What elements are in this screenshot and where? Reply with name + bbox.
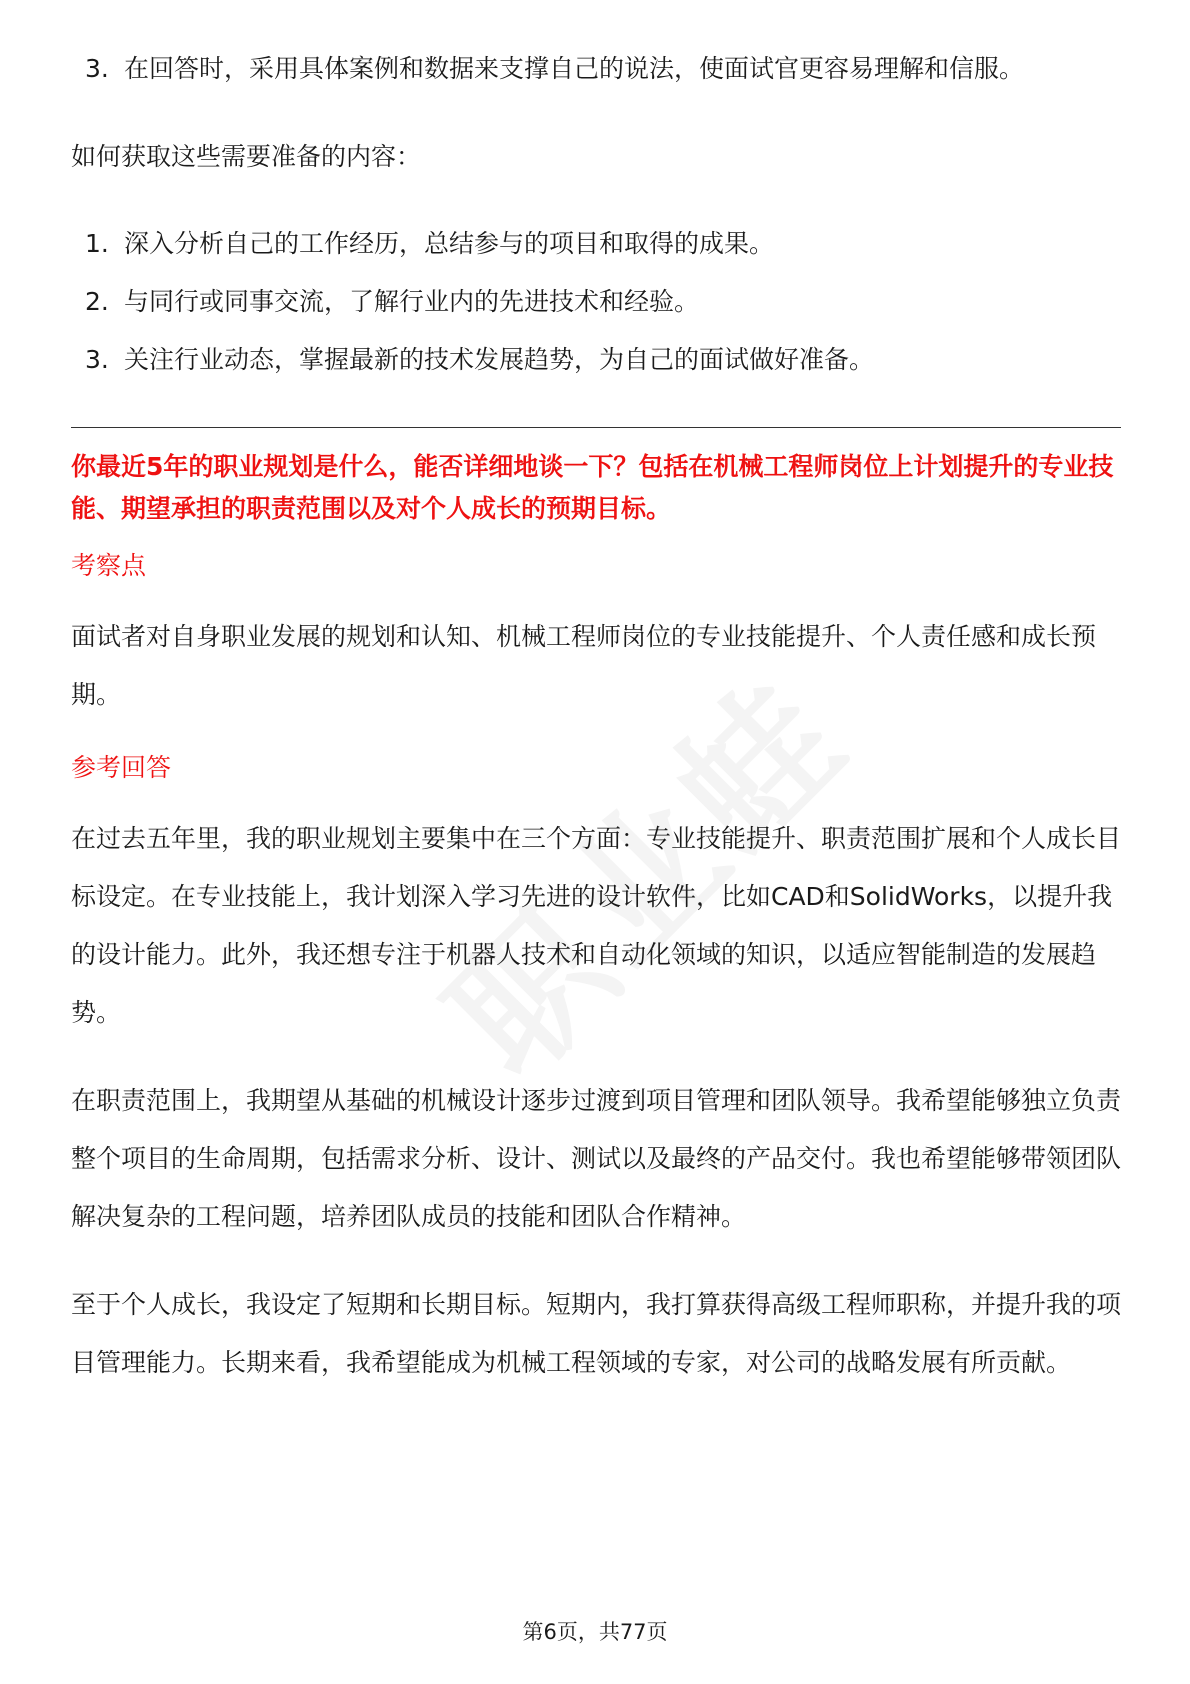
list-number: 2. bbox=[85, 287, 109, 316]
list-item bbox=[71, 331, 1121, 389]
list-item-text: 深入分析自己的工作经历，总结参与的项目和取得的成果。 bbox=[124, 229, 775, 258]
answer-paragraph: 在过去五年里，我的职业规划主要集中在三个方面：专业技能提升、职责范围扩展和个人成长目标设定。在专业技能上，我计划深入学习先进的设计软件，比如CAD和SolidWorks，以提升我的设计能力。此外，我还想专注于机器人技术和自动化领域的知识，以适应智能制造的发展趋势。 bbox=[71, 824, 1122, 1027]
list-item bbox=[71, 215, 1121, 273]
answer-heading: 参考回答 bbox=[71, 753, 172, 782]
list-number: 3. bbox=[85, 54, 109, 83]
list-item-text: 与同行或同事交流，了解行业内的先进技术和经验。 bbox=[124, 287, 700, 316]
list-item bbox=[71, 40, 1121, 98]
list-number: 3. bbox=[85, 345, 109, 374]
prep-numbered-list bbox=[71, 215, 1121, 389]
list-item bbox=[71, 273, 1121, 331]
focus-text: 面试者对自身职业发展的规划和认知、机械工程师岗位的专业技能提升、个人责任感和成长预期。 bbox=[71, 622, 1097, 709]
answer-paragraph: 至于个人成长，我设定了短期和长期目标。短期内，我打算获得高级工程师职称，并提升我的项目管理能力。长期来看，我希望能成为机械工程领域的专家，对公司的战略发展有所贡献。 bbox=[71, 1290, 1122, 1377]
question-title: 你最近5年的职业规划是什么，能否详细地谈一下？包括在机械工程师岗位上计划提升的专业技能、期望承担的职责范围以及对个人成长的预期目标。 bbox=[71, 452, 1114, 523]
page-content bbox=[71, 0, 1121, 1392]
list-number: 1. bbox=[85, 229, 109, 258]
prep-intro: 如何获取这些需要准备的内容： bbox=[71, 142, 422, 171]
top-numbered-list bbox=[71, 40, 1121, 98]
list-item-text: 关注行业动态，掌握最新的技术发展趋势，为自己的面试做好准备。 bbox=[124, 345, 875, 374]
focus-heading: 考察点 bbox=[71, 551, 147, 580]
page-footer: 第6页，共77页 bbox=[522, 1620, 668, 1644]
answer-paragraph: 在职责范围上，我期望从基础的机械设计逐步过渡到项目管理和团队领导。我希望能够独立负责整个项目的生命周期，包括需求分析、设计、测试以及最终的产品交付。我也希望能够带领团队解决复杂的工程问题，培养团队成员的技能和团队合作精神。 bbox=[71, 1086, 1122, 1231]
list-item-text: 在回答时，采用具体案例和数据来支撑自己的说法，使面试官更容易理解和信服。 bbox=[124, 54, 1025, 83]
section-divider bbox=[71, 427, 1121, 428]
